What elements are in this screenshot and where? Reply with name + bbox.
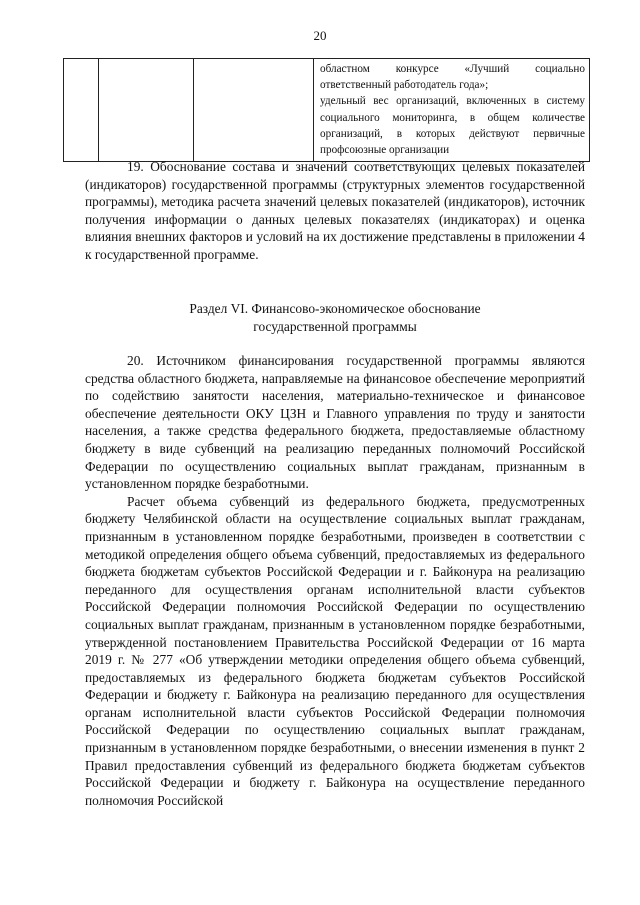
section-heading: [85, 300, 585, 336]
table-cell-empty: [99, 59, 194, 162]
section-heading-line2: государственной программы: [253, 319, 417, 334]
continuation-table: [63, 58, 590, 162]
indicator-text: удельный вес организаций, включенных в систему социального мониторинга, в общем количестве организаций, в которых действуют первичные профсоюзные организации: [320, 95, 585, 157]
paragraph-19: 19. Обоснование состава и значений соответствующих целевых показателей (индикаторов) государственной программы (структурных элементов государственной программы), методика расчета значений целевых показателей (индикаторов), источник получения информации о данных целевых показателях (индикаторах) и оценка влияния внешних факторов и условий на их достижение представлены в приложении 4 к государственной программе.: [85, 159, 585, 262]
paragraph-subsidy-calculation: Расчет объема субвенций из федерального бюджета, предусмотренных бюджету Челябинской области на осуществление социальных выплат гражданам, признанным в установленном порядке безработными, произведен в соответствии с методикой определения общего объема субвенций, предоставляемых из федерального бюджета бюджетам субъектов Российской Федерации и г. Байконура на реализацию переданного для осуществления органам исполнительной власти субъектов Российской Федерации полномочия Российской Федерации по осуществлению социальных выплат гражданам, признанным в установленном порядке безработными, утвержденной постановлением Правительства Российской Федерации от 16 марта 2019 г. № 277 «Об утверждении методики определения общего объема субвенций, предоставляемых из федерального бюджета бюджетам субъектов Российской Федерации и бюджету г. Байконура на реализацию переданного для осуществления органам исполнительной власти субъектов Российской Федерации полномочия Российской Федерации по осуществлению социальных выплат гражданам, признанным в установленном порядке безработными, о внесении изменения в пункт 2 Правил предоставления субвенций из федерального бюджета бюджетам субъектов Российской Федерации и бюджету г. Байконура на осуществление переданного полномочия Российской: [85, 493, 585, 808]
section-heading-line1: Раздел VI. Финансово-экономическое обоснование: [189, 301, 481, 316]
table-cell-empty: [64, 59, 99, 162]
paragraph-19-block: [85, 158, 585, 264]
page-number: 20: [313, 28, 327, 43]
table-row: [64, 59, 590, 162]
indicator-text: областном конкурсе «Лучший социально ответственный работодатель года»;: [320, 63, 585, 92]
paragraph-20: 20. Источником финансирования государственной программы являются средства областного бюджета, направляемые на финансовое обеспечение мероприятий по содействию занятости населения, материально-техническое и финансовое обеспечение деятельности ОКУ ЦЗН и Главного управления по труду и занятости населения, а также средства федерального бюджета, предоставляемые областному бюджету в виде субвенций на реализацию переданных полномочий Российской Федерации по осуществлению социальных выплат гражданам, признанным в установленном порядке безработными.: [85, 353, 585, 492]
table-cell-empty: [194, 59, 314, 162]
table-cell-indicators: [314, 59, 590, 162]
section-body: [85, 352, 585, 809]
